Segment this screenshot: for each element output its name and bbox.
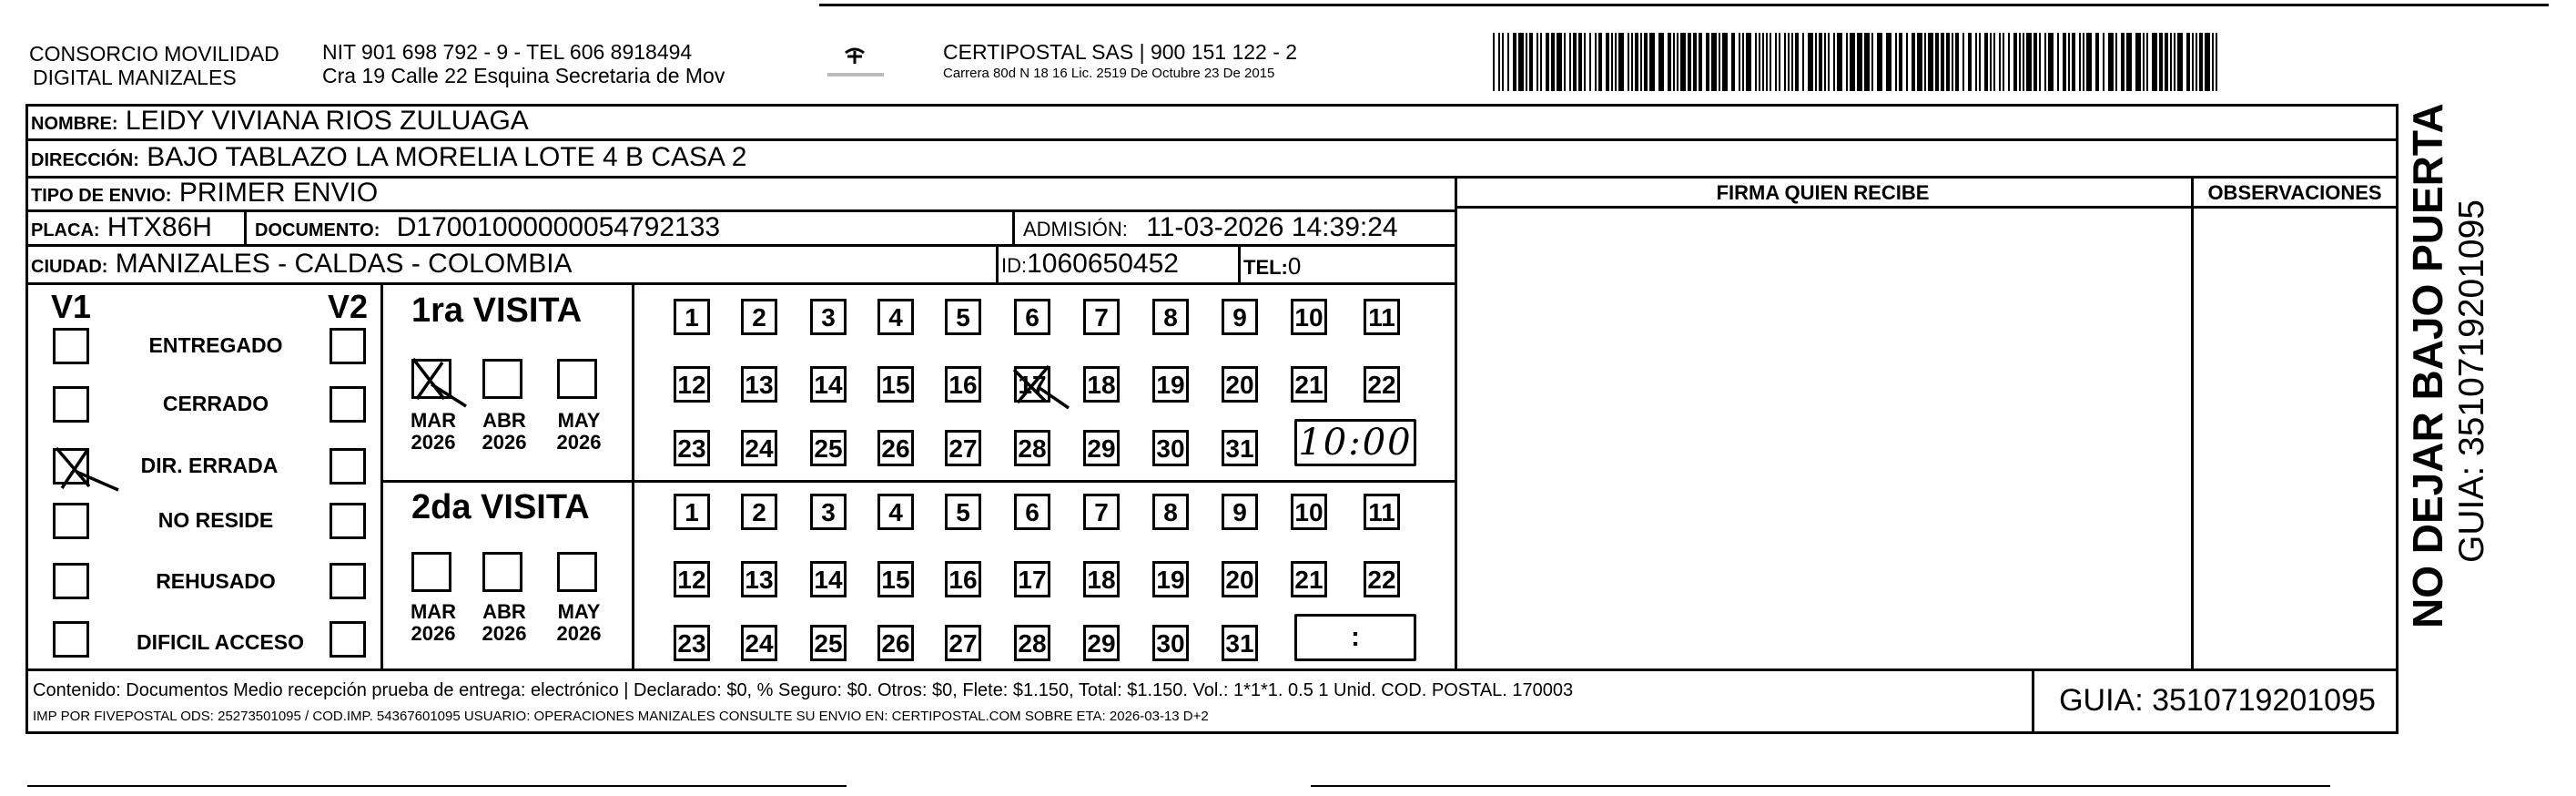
ciudad-row [31,249,573,282]
first-visit-day-25[interactable]: 25 [810,430,847,466]
first-visit-day-13[interactable]: 13 [741,366,777,403]
first-visit-day-12[interactable]: 12 [674,366,710,403]
first-visit-day-15[interactable]: 15 [877,366,914,403]
second-visit-day-1[interactable]: 1 [674,494,710,530]
nit-line2: Cra 19 Calle 22 Esquina Secretaria de Mov [322,64,725,87]
first-visit-day-9[interactable]: 9 [1222,299,1258,335]
status-cerrado: CERRADO [162,392,269,415]
org-line2: DIGITAL MANIZALES [33,66,237,89]
v1-checkbox-no-reside[interactable] [53,503,89,539]
first-visit-day-8[interactable]: 8 [1152,299,1189,335]
id-row [1001,249,1179,281]
first-month-abr: ABR 2026 [482,409,527,454]
first-visit-title: 1ra VISITA [411,291,583,330]
first-visit-day-10[interactable]: 10 [1291,299,1327,335]
first-visit-day-30[interactable]: 30 [1152,430,1189,466]
first-visit-day-26[interactable]: 26 [877,430,914,466]
carrier-logo-icon [824,42,887,84]
first-visit-day-1[interactable]: 1 [674,299,710,335]
second-visit-day-26[interactable]: 26 [877,625,914,661]
second-visit-day-9[interactable]: 9 [1222,494,1258,530]
second-month-abr: ABR 2026 [482,600,527,645]
first-visit-day-4[interactable]: 4 [877,299,914,335]
tel-row [1243,250,1301,283]
second-visit-day-19[interactable]: 19 [1152,561,1189,597]
second-visit-day-2[interactable]: 2 [741,494,777,530]
second-month-may: MAY 2026 [556,600,602,645]
first-visit-day-20[interactable]: 20 [1222,366,1258,403]
first-visit-day-19[interactable]: 19 [1152,366,1189,403]
side-guia: GUIA: 3510719201095 [2452,199,2491,563]
placa-value: HTX86H [106,212,212,242]
second-visit-day-12[interactable]: 12 [674,561,710,597]
second-visit-day-16[interactable]: 16 [945,561,981,597]
org-name [29,42,279,89]
second-visit-month-checkbox-may[interactable] [557,552,597,592]
second-visit-day-3[interactable]: 3 [810,494,847,530]
second-visit-day-8[interactable]: 8 [1152,494,1189,530]
first-visit-day-2[interactable]: 2 [741,299,777,335]
second-visit-day-27[interactable]: 27 [945,625,981,661]
second-visit-month-checkbox-abr[interactable] [482,552,522,592]
v1-checkbox-cerrado[interactable] [53,386,89,423]
first-visit-day-31[interactable]: 31 [1222,430,1258,466]
first-visit-day-6[interactable]: 6 [1014,299,1050,335]
checkmark-icon [408,353,472,412]
second-visit-day-22[interactable]: 22 [1364,561,1400,597]
first-visit-day-28[interactable]: 28 [1014,430,1050,466]
first-visit-time[interactable] [1294,419,1416,466]
first-visit-month-checkbox-abr[interactable] [482,359,522,399]
first-visit-day-22[interactable]: 22 [1364,366,1400,403]
v2-checkbox-rehusado[interactable] [330,563,366,599]
nombre-row [31,106,529,139]
second-visit-day-7[interactable]: 7 [1083,494,1120,530]
first-visit-day-11[interactable]: 11 [1364,299,1400,335]
ciudad-label: CIUDAD: [31,257,108,277]
observaciones-header: OBSERVACIONES [2207,181,2382,204]
v2-checkbox-no-reside[interactable] [330,503,366,539]
first-visit-day-16[interactable]: 16 [945,366,981,403]
first-visit-day-18[interactable]: 18 [1083,366,1120,403]
carrier-info [943,40,1297,82]
status-entregado: ENTREGADO [148,333,283,357]
first-visit-day-21[interactable]: 21 [1291,366,1327,403]
top-rule [819,4,2549,6]
placa-label: PLACA: [31,220,100,240]
second-visit-day-28[interactable]: 28 [1014,625,1050,661]
admision-label: ADMISIÓN: [1023,218,1128,240]
second-visit-day-13[interactable]: 13 [741,561,777,597]
first-visit-day-27[interactable]: 27 [945,430,981,466]
v2-checkbox-cerrado[interactable] [330,386,366,423]
tel-value: 0 [1287,252,1302,280]
first-visit-time-value: 10:00 [1298,422,1413,464]
firma-header: FIRMA QUIEN RECIBE [1716,181,1930,204]
second-month-mar: MAR 2026 [410,600,457,645]
first-month-may: MAY 2026 [556,409,602,454]
v2-checkbox-dificil-acceso[interactable] [330,621,366,658]
carrier-line1: CERTIPOSTAL SAS | 900 151 122 - 2 [943,40,1298,64]
first-visit-day-17[interactable]: 17 [1014,366,1050,403]
side-no-dejar: NO DEJAR BAJO PUERTA [2404,103,2451,628]
v1-checkbox-entregado[interactable] [53,328,89,364]
first-visit-day-29[interactable]: 29 [1083,430,1120,466]
bottom-rule-left [27,785,847,787]
second-visit-day-14[interactable]: 14 [810,561,847,597]
second-visit-day-25[interactable]: 25 [810,625,847,661]
second-visit-day-5[interactable]: 5 [945,494,981,530]
first-visit-day-23[interactable]: 23 [674,430,710,466]
second-visit-day-4[interactable]: 4 [877,494,914,530]
carrier-line2: Carrera 80d N 18 16 Lic. 2519 De Octubre 23 De 2015 [943,66,1275,81]
documento-label: DOCUMENTO: [255,220,380,240]
tel-label: TEL: [1243,256,1288,279]
ciudad-value: MANIZALES - CALDAS - COLOMBIA [115,249,573,279]
checkmark-icon [1009,361,1072,412]
id-value: 1060650452 [1027,249,1179,279]
bottom-rule-right [1311,785,2330,787]
org-line1: CONSORCIO MOVILIDAD [29,42,279,66]
second-visit-day-6[interactable]: 6 [1014,494,1050,530]
nombre-label: NOMBRE: [31,114,118,134]
first-visit-day-3[interactable]: 3 [810,299,847,335]
v2-header: V2 [328,288,369,325]
documento-row [255,212,720,246]
status-no-reside: NO RESIDE [157,508,274,532]
tipo-label: TIPO DE ENVIO: [31,186,172,206]
observaciones-area[interactable] [2195,209,2397,667]
second-visit-month-checkbox-mar[interactable] [411,552,451,592]
nombre-value: LEIDY VIVIANA RIOS ZULUAGA [125,106,529,136]
first-visit-day-7[interactable]: 7 [1083,299,1120,335]
admision-row [1023,212,1398,245]
second-visit-day-10[interactable]: 10 [1291,494,1327,530]
second-visit-day-11[interactable]: 11 [1364,494,1400,530]
second-visit-day-21[interactable]: 21 [1291,561,1327,597]
second-visit-day-31[interactable]: 31 [1222,625,1258,661]
status-dir-errada: DIR. ERRADA [140,454,279,477]
placa-row [31,212,212,246]
first-visit-day-5[interactable]: 5 [945,299,981,335]
first-visit-day-14[interactable]: 14 [810,366,847,403]
second-visit-time[interactable] [1294,614,1416,661]
direccion-value: BAJO TABLAZO LA MORELIA LOTE 4 B CASA 2 [147,142,747,172]
direccion-label: DIRECCIÓN: [31,150,139,170]
admision-value: 11-03-2026 14:39:24 [1146,212,1398,242]
nit-line1: NIT 901 698 792 - 9 - TEL 606 8918494 [322,40,693,64]
firma-area[interactable] [1458,209,2190,667]
status-dificil-acceso: DIFICIL ACCESO [136,630,304,654]
footer-guia: GUIA: 3510719201095 [2059,683,2376,718]
second-visit-day-30[interactable]: 30 [1152,625,1189,661]
direccion-row [31,142,746,176]
tipo-row [31,178,378,211]
second-visit-title: 2da VISITA [411,488,590,526]
org-nit [322,40,725,87]
first-visit-month-checkbox-may[interactable] [557,359,597,399]
footer-print-line: IMP POR FIVEPOSTAL ODS: 25273501095 / COD.IMP. 54367601095 USUARIO: OPERACIONES MANIZALES CONSULTE SU ENVIO EN: CERTIPOSTAL.COM SOBRE ETA: 2026-03-13 D+2 [33,709,1209,724]
second-visit-day-15[interactable]: 15 [877,561,914,597]
second-visit-day-20[interactable]: 20 [1222,561,1258,597]
first-visit-day-24[interactable]: 24 [741,430,777,466]
first-month-mar: MAR 2026 [410,409,457,454]
second-visit-day-24[interactable]: 24 [741,625,777,661]
second-visit-day-18[interactable]: 18 [1083,561,1120,597]
v1-checkbox-rehusado[interactable] [53,563,89,599]
side-warning [2403,103,2530,628]
documento-value: D17001000000054792133 [396,212,721,242]
second-visit-time-value: : [1351,622,1360,652]
second-visit-day-17[interactable]: 17 [1014,561,1050,597]
v2-checkbox-dir-errada[interactable] [330,448,366,485]
status-rehusado: REHUSADO [156,569,276,593]
barcode [1493,33,2221,91]
v1-header: V1 [51,288,92,325]
id-label: ID: [1001,254,1028,277]
footer-content-line: Contenido: Documentos Medio recepción prueba de entrega: electrónico | Declarado: $0, % Seguro: $0. Otros: $0, Flete: $1.150, Total: $1.150. Vol.: 1*1*1. 0.5 1 Unid. COD. POSTAL. 170003 [33,680,1574,700]
tipo-value: PRIMER ENVIO [178,178,379,208]
second-visit-day-29[interactable]: 29 [1083,625,1120,661]
v1-checkbox-dificil-acceso[interactable] [53,621,89,658]
v2-checkbox-entregado[interactable] [330,328,366,364]
second-visit-day-23[interactable]: 23 [674,625,710,661]
